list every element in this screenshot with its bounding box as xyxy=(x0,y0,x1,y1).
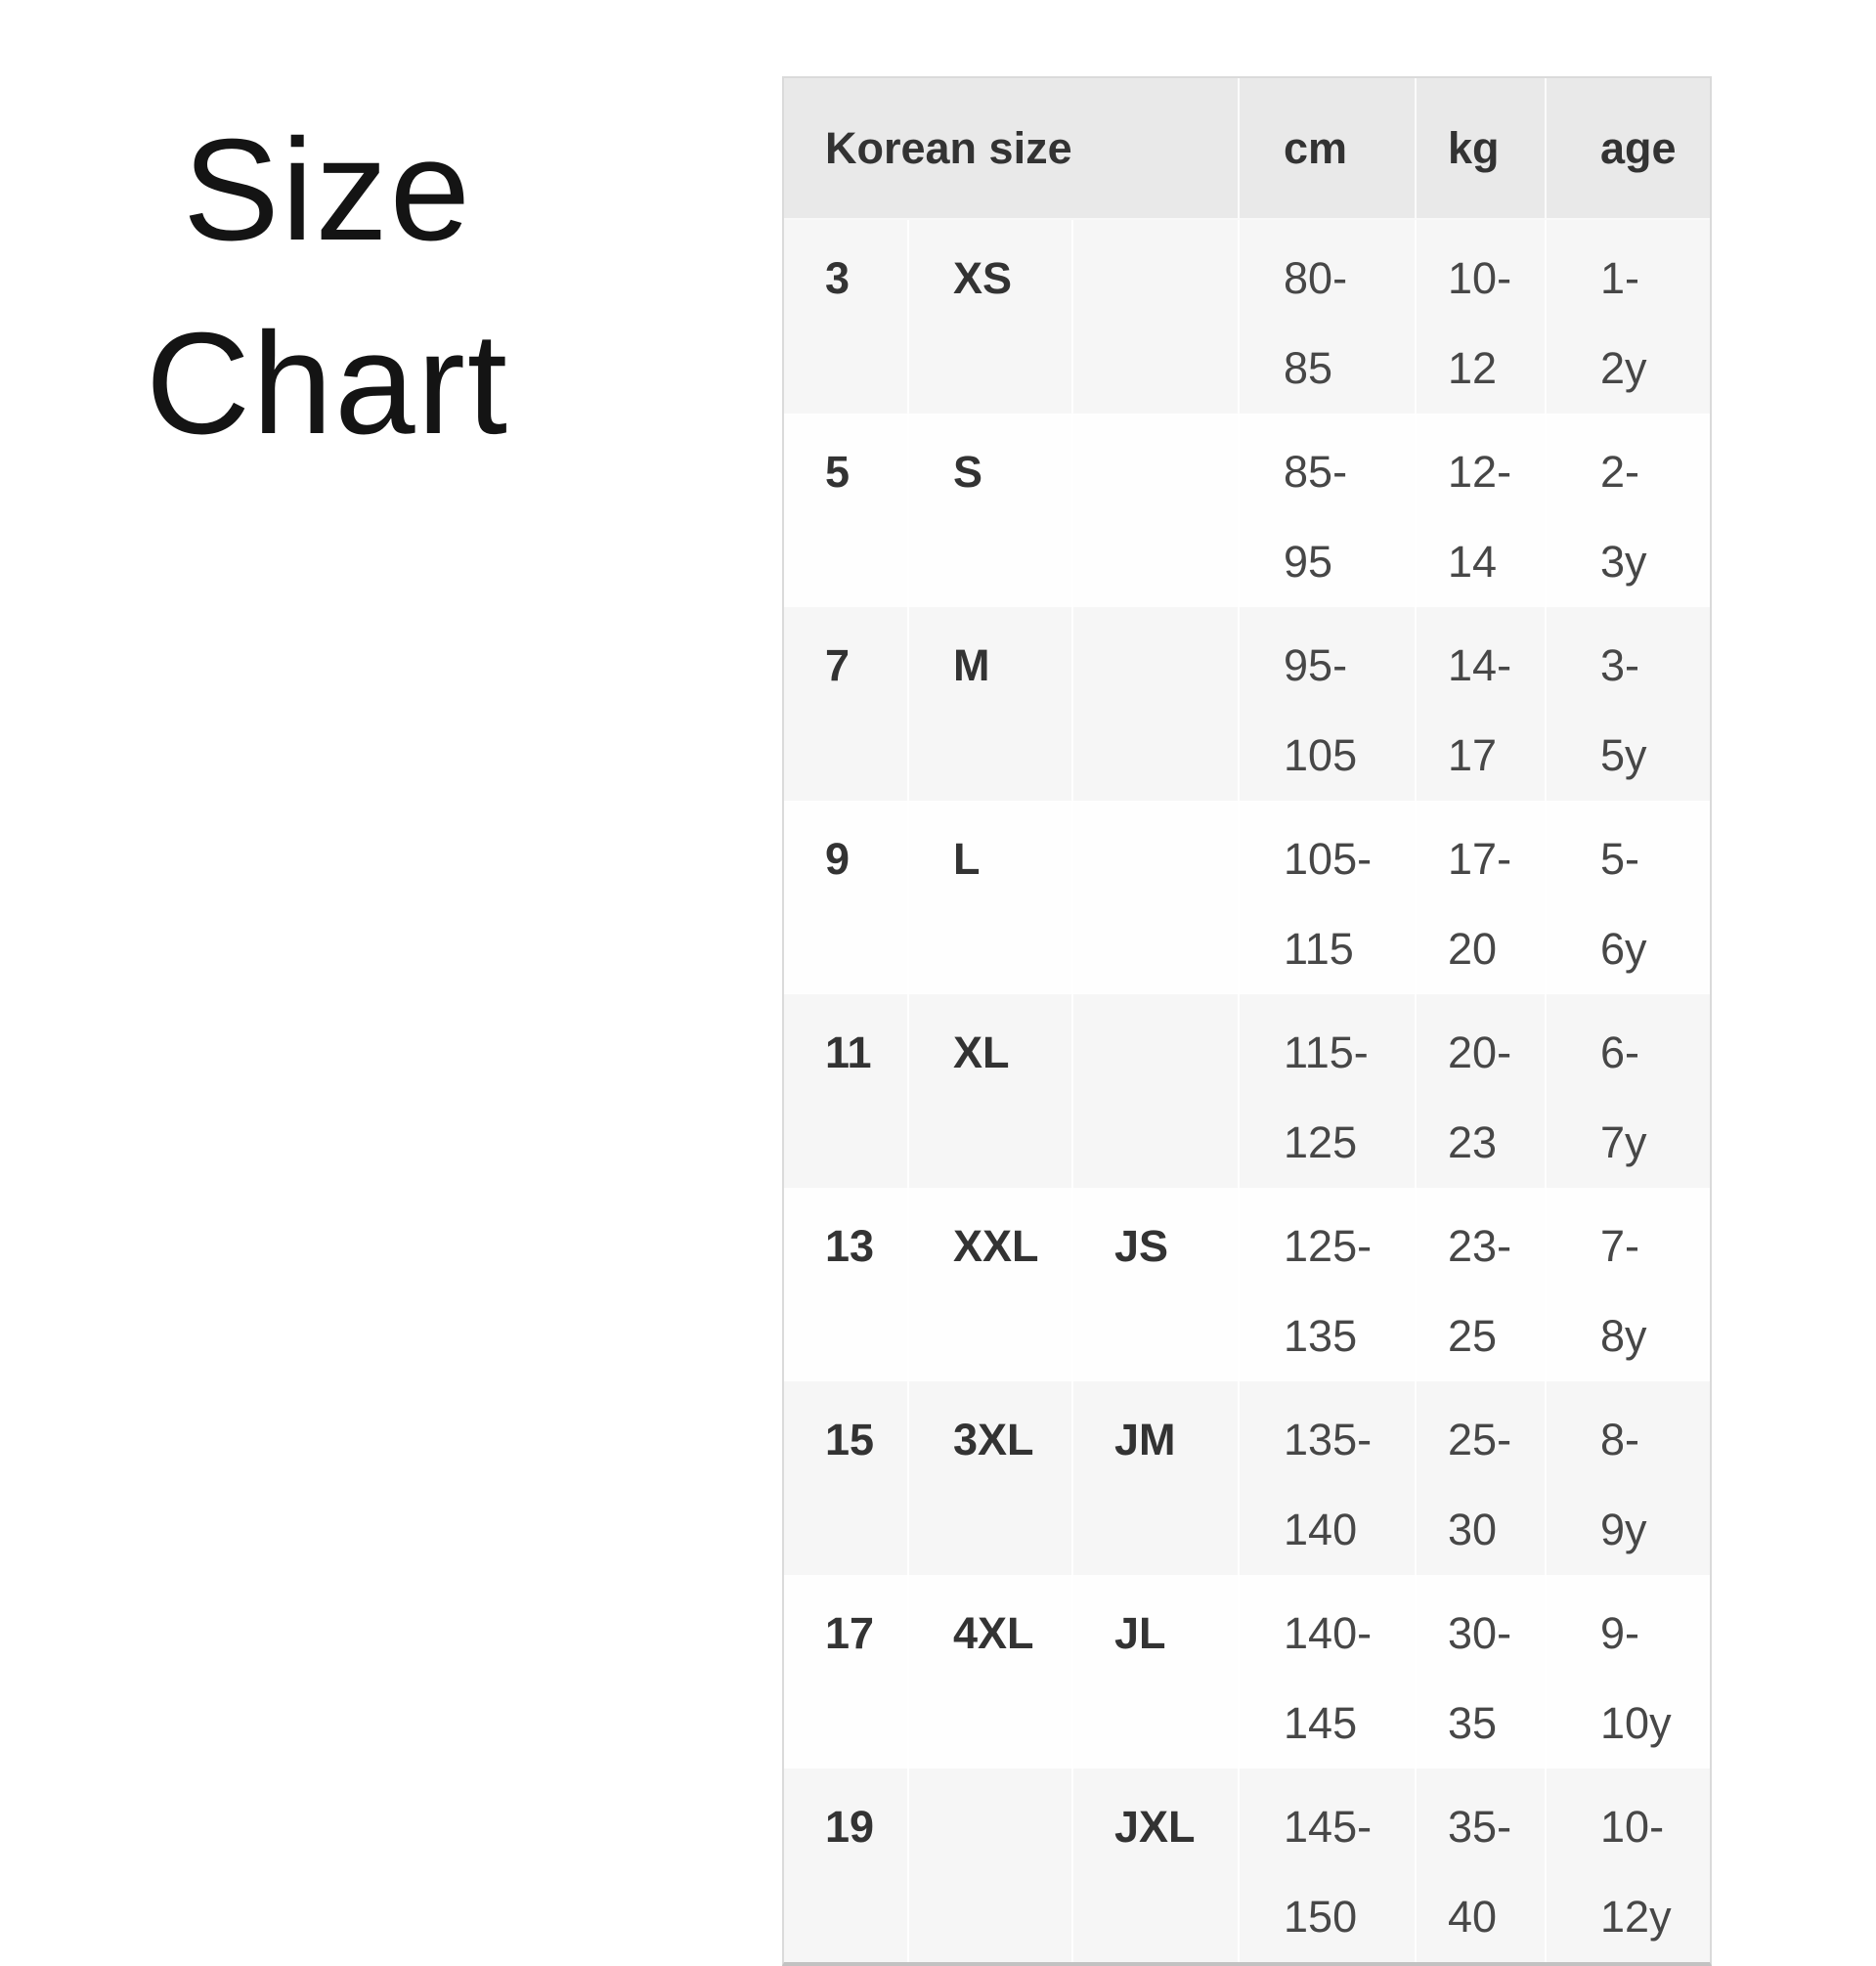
cell-korean-number: 15 xyxy=(784,1381,909,1575)
cell-cm xyxy=(1240,1381,1417,1575)
table-row-xl xyxy=(784,994,1710,1188)
header-row xyxy=(784,78,1710,220)
cell-line: 115 xyxy=(1284,924,1354,974)
cell-line: 9y xyxy=(1600,1505,1647,1554)
cell-age xyxy=(1547,414,1710,607)
cell-line: 25 xyxy=(1448,1311,1498,1361)
cell-size-letter: L xyxy=(909,801,1073,994)
cell-line: 40 xyxy=(1448,1892,1498,1942)
cell-line: 14 xyxy=(1448,537,1498,587)
cell-line: 30- xyxy=(1448,1608,1512,1658)
cell-junior-size xyxy=(1073,801,1240,994)
table-row-4xl xyxy=(784,1575,1710,1769)
cell-line: 5- xyxy=(1600,834,1640,884)
header-kg: kg xyxy=(1417,78,1547,220)
cell-junior-size xyxy=(1073,414,1240,607)
cell-cm xyxy=(1240,414,1417,607)
cell-size-letter: 4XL xyxy=(909,1575,1073,1769)
cell-cm xyxy=(1240,607,1417,801)
cell-line: 135- xyxy=(1284,1415,1373,1464)
table-row-xxl xyxy=(784,1188,1710,1381)
cell-line: 30 xyxy=(1448,1505,1498,1554)
table-row-l xyxy=(784,801,1710,994)
cell-kg xyxy=(1417,607,1547,801)
cell-cm xyxy=(1240,1575,1417,1769)
cell-kg xyxy=(1417,220,1547,414)
cell-line: 35- xyxy=(1448,1802,1512,1852)
cell-cm xyxy=(1240,994,1417,1188)
cell-line: 125 xyxy=(1284,1117,1358,1167)
cell-line: 2- xyxy=(1600,447,1640,497)
cell-line: 140- xyxy=(1284,1608,1373,1658)
cell-junior-size xyxy=(1073,994,1240,1188)
cell-kg xyxy=(1417,801,1547,994)
cell-line: 12y xyxy=(1600,1892,1672,1942)
cell-line: 3- xyxy=(1600,640,1640,690)
page-title xyxy=(103,94,552,481)
cell-line: 23 xyxy=(1448,1117,1498,1167)
cell-junior-size: JL xyxy=(1073,1575,1240,1769)
cell-kg xyxy=(1417,414,1547,607)
cell-line: 10- xyxy=(1600,1802,1665,1852)
cell-line: 85- xyxy=(1284,447,1348,497)
cell-size-letter: M xyxy=(909,607,1073,801)
cell-line: 95- xyxy=(1284,640,1348,690)
cell-cm xyxy=(1240,1188,1417,1381)
cell-line: 7- xyxy=(1600,1221,1640,1271)
cell-korean-number: 19 xyxy=(784,1769,909,1962)
table-row-s xyxy=(784,414,1710,607)
cell-korean-number: 5 xyxy=(784,414,909,607)
cell-line: 9- xyxy=(1600,1608,1640,1658)
cell-size-letter: S xyxy=(909,414,1073,607)
cell-line: 20 xyxy=(1448,924,1498,974)
cell-line: 12- xyxy=(1448,447,1512,497)
title-line-2: Chart xyxy=(146,303,509,464)
cell-junior-size: JS xyxy=(1073,1188,1240,1381)
cell-line: 80- xyxy=(1284,253,1348,303)
cell-age xyxy=(1547,1769,1710,1962)
cell-junior-size: JXL xyxy=(1073,1769,1240,1962)
cell-age xyxy=(1547,220,1710,414)
title-line-1: Size xyxy=(183,109,472,271)
header-age: age xyxy=(1547,78,1710,220)
cell-kg xyxy=(1417,1769,1547,1962)
cell-line: 10- xyxy=(1448,253,1512,303)
cell-size-letter: XL xyxy=(909,994,1073,1188)
cell-line: 8y xyxy=(1600,1311,1647,1361)
cell-line: 7y xyxy=(1600,1117,1647,1167)
cell-line: 8- xyxy=(1600,1415,1640,1464)
cell-age xyxy=(1547,1188,1710,1381)
cell-line: 17 xyxy=(1448,730,1498,780)
cell-size-letter: XS xyxy=(909,220,1073,414)
cell-line: 17- xyxy=(1448,834,1512,884)
cell-line: 5y xyxy=(1600,730,1647,780)
cell-line: 145- xyxy=(1284,1802,1373,1852)
cell-line: 35 xyxy=(1448,1698,1498,1748)
cell-junior-size xyxy=(1073,607,1240,801)
cell-line: 105- xyxy=(1284,834,1373,884)
cell-age xyxy=(1547,607,1710,801)
cell-size-letter: XXL xyxy=(909,1188,1073,1381)
cell-korean-number: 3 xyxy=(784,220,909,414)
cell-size-letter xyxy=(909,1769,1073,1962)
cell-line: 12 xyxy=(1448,343,1498,393)
cell-cm xyxy=(1240,220,1417,414)
header-korean-size: Korean size xyxy=(784,78,1240,220)
cell-korean-number: 7 xyxy=(784,607,909,801)
cell-age xyxy=(1547,1575,1710,1769)
cell-line: 145 xyxy=(1284,1698,1358,1748)
size-chart-table xyxy=(782,76,1712,1966)
cell-line: 3y xyxy=(1600,537,1647,587)
cell-kg xyxy=(1417,994,1547,1188)
cell-line: 1- xyxy=(1600,253,1640,303)
cell-line: 95 xyxy=(1284,537,1333,587)
cell-line: 2y xyxy=(1600,343,1647,393)
cell-line: 150 xyxy=(1284,1892,1358,1942)
cell-line: 23- xyxy=(1448,1221,1512,1271)
cell-line: 115- xyxy=(1284,1027,1369,1077)
cell-age xyxy=(1547,994,1710,1188)
cell-line: 14- xyxy=(1448,640,1512,690)
header-cm: cm xyxy=(1240,78,1417,220)
cell-cm xyxy=(1240,801,1417,994)
cell-line: 105 xyxy=(1284,730,1358,780)
table-row-3xl xyxy=(784,1381,1710,1575)
cell-junior-size xyxy=(1073,220,1240,414)
cell-line: 25- xyxy=(1448,1415,1512,1464)
cell-age xyxy=(1547,801,1710,994)
cell-line: 140 xyxy=(1284,1505,1358,1554)
cell-kg xyxy=(1417,1381,1547,1575)
cell-line: 85 xyxy=(1284,343,1333,393)
table-row-m xyxy=(784,607,1710,801)
cell-korean-number: 13 xyxy=(784,1188,909,1381)
cell-korean-number: 17 xyxy=(784,1575,909,1769)
cell-line: 135 xyxy=(1284,1311,1358,1361)
cell-kg xyxy=(1417,1575,1547,1769)
cell-korean-number: 11 xyxy=(784,994,909,1188)
table-row-jxl xyxy=(784,1769,1710,1962)
cell-line: 6y xyxy=(1600,924,1647,974)
cell-line: 125- xyxy=(1284,1221,1373,1271)
cell-junior-size: JM xyxy=(1073,1381,1240,1575)
cell-kg xyxy=(1417,1188,1547,1381)
cell-line: 10y xyxy=(1600,1698,1672,1748)
cell-size-letter: 3XL xyxy=(909,1381,1073,1575)
cell-korean-number: 9 xyxy=(784,801,909,994)
cell-line: 6- xyxy=(1600,1027,1640,1077)
cell-line: 20- xyxy=(1448,1027,1512,1077)
cell-cm xyxy=(1240,1769,1417,1962)
table-row-xs xyxy=(784,220,1710,414)
cell-age xyxy=(1547,1381,1710,1575)
